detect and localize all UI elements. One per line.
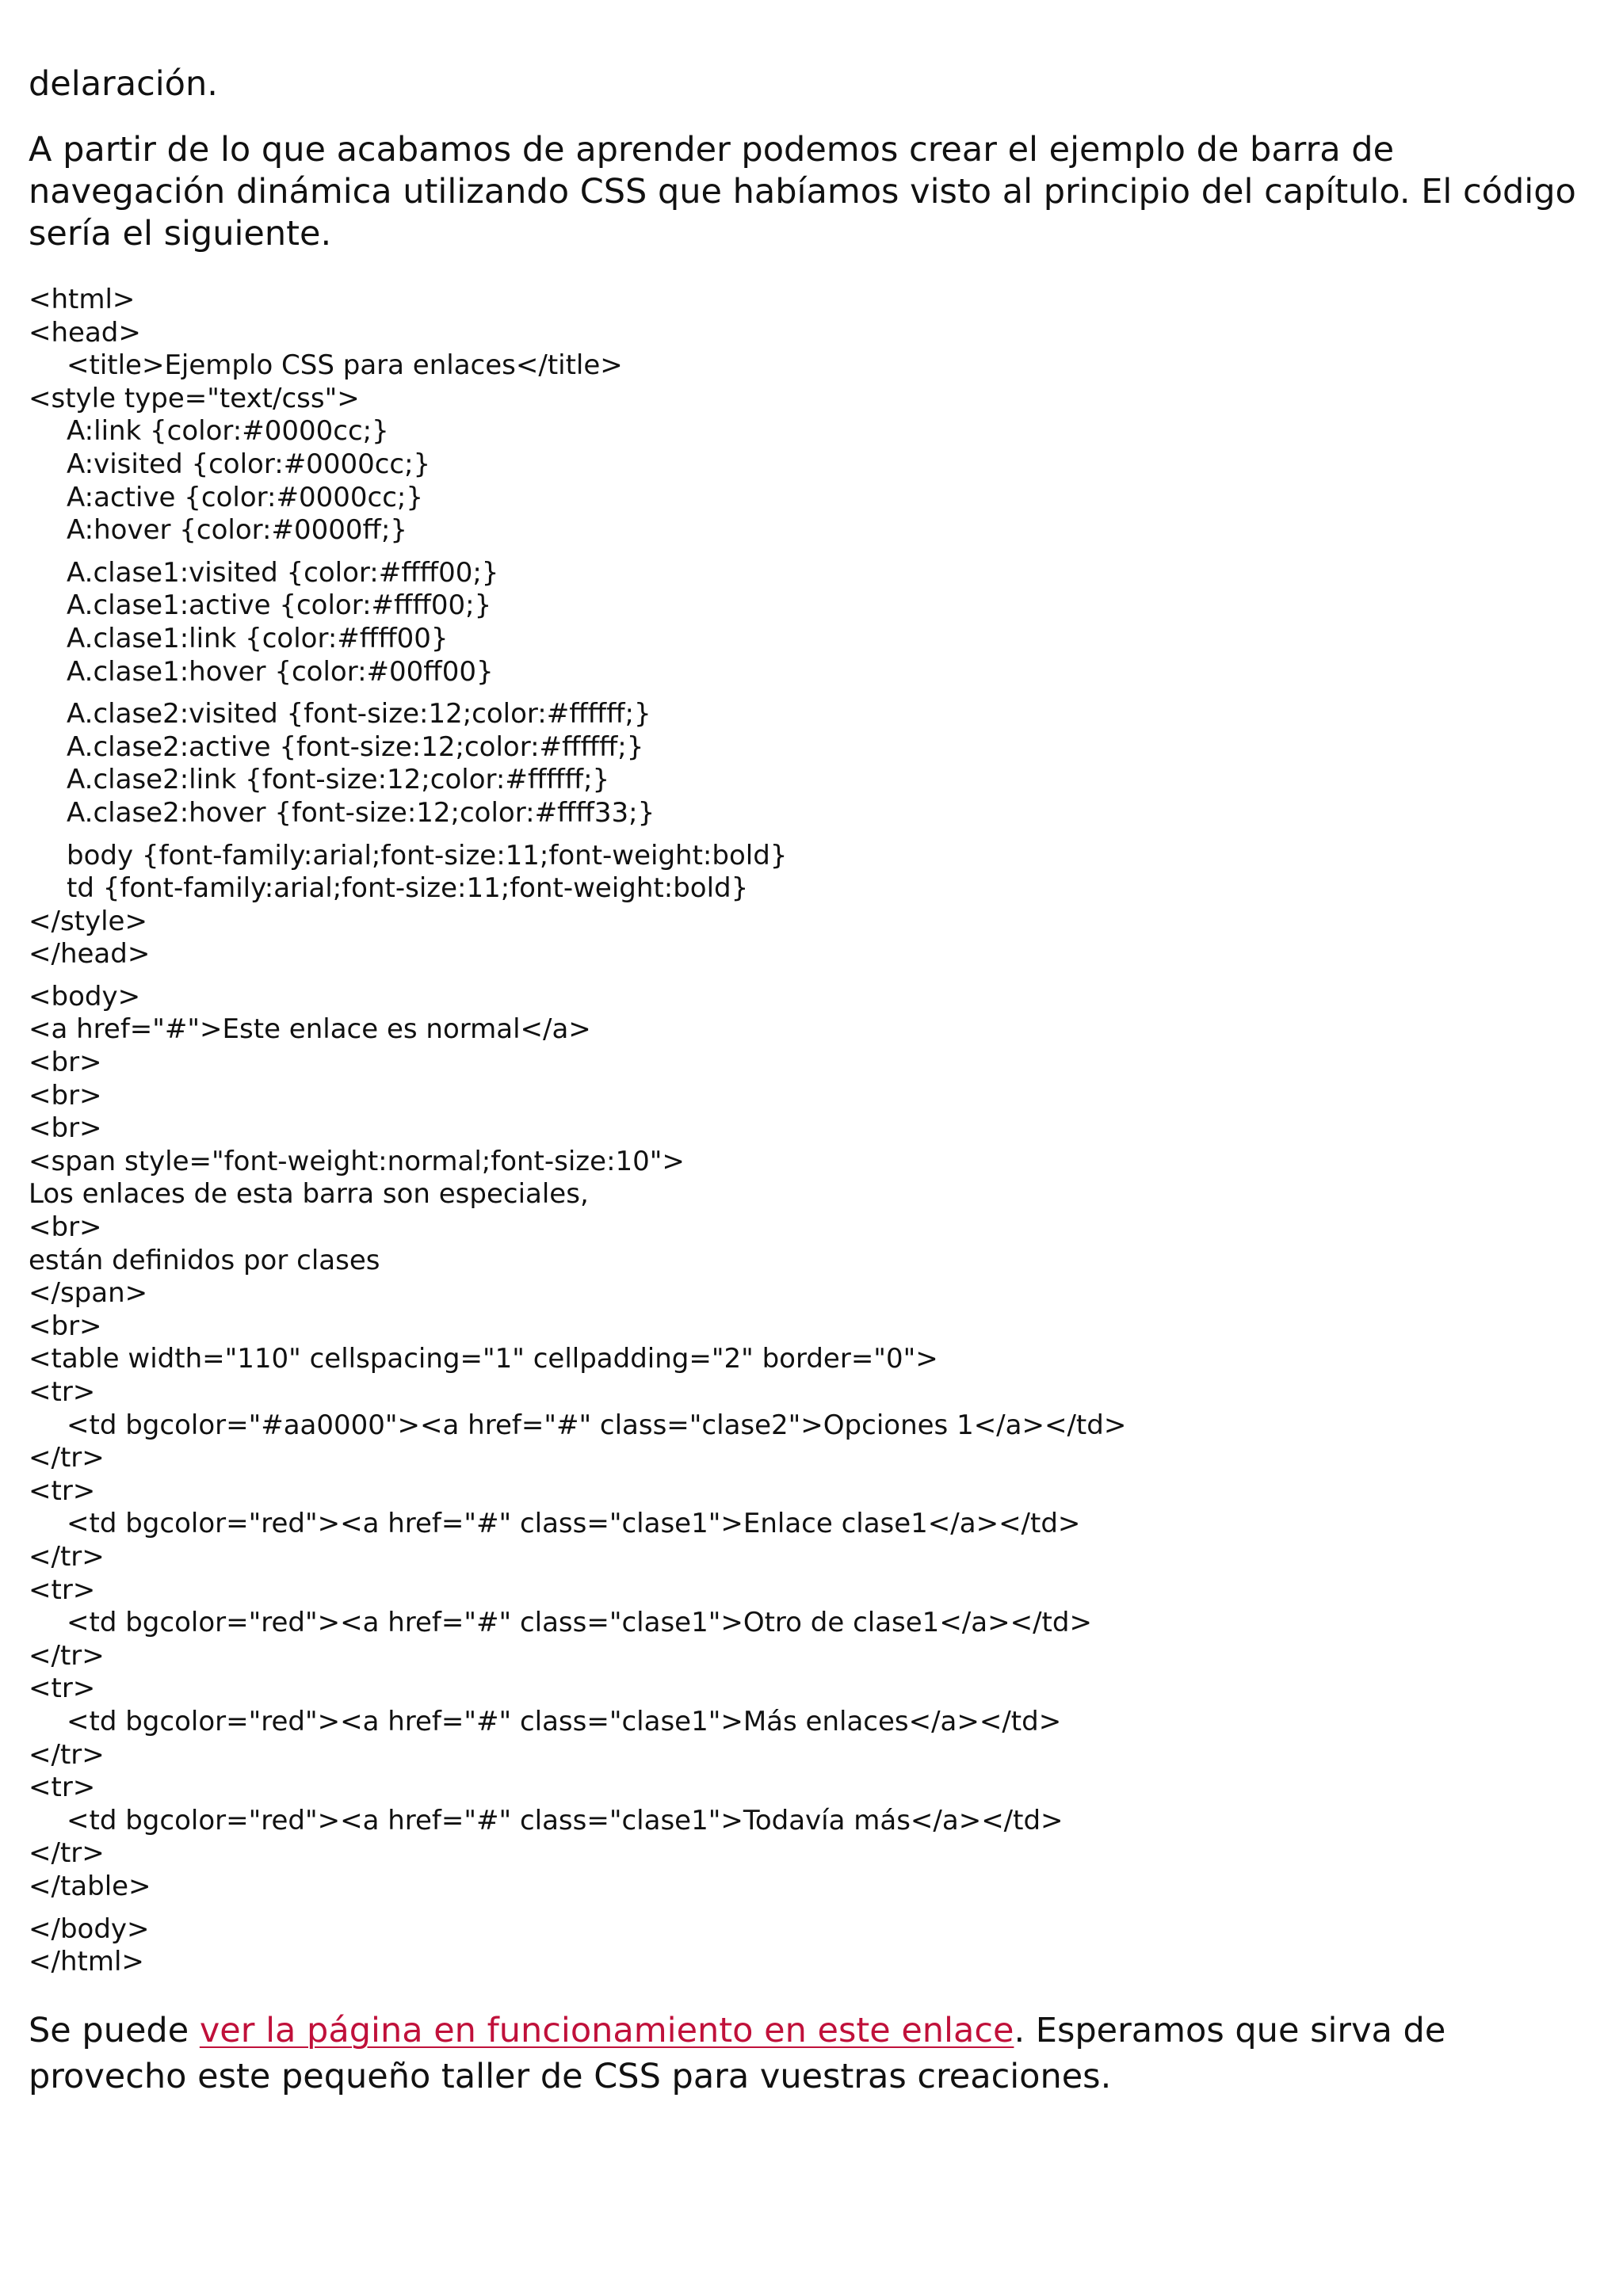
code-line: <br> [29,1310,102,1342]
code-line: A:hover {color:#0000ff;} [67,514,408,547]
code-line: <table width="110" cellspacing="1" cellpadding="2" border="0"> [29,1343,938,1375]
code-line: </tr> [29,1837,105,1870]
code-line: A.clase1:active {color:#ffff00;} [67,589,492,622]
code-line: <head> [29,316,141,349]
code-line: <br> [29,1079,102,1112]
code-line: <a href="#">Este enlace es normal</a> [29,1013,591,1046]
code-line: <tr> [29,1772,96,1804]
code-line: </tr> [29,1639,105,1672]
code-line: A.clase1:visited {color:#ffff00;} [67,556,499,589]
code-group-head [29,284,1594,547]
code-group-clase2 [29,698,1594,830]
code-group-end [29,1913,1594,1979]
code-line: <br> [29,1047,102,1079]
code-group-body [29,981,1594,1904]
code-line: <tr> [29,1573,96,1606]
code-line: <br> [29,1112,102,1145]
code-line: <td bgcolor="red"><a href="#" class="clase1">Todavía más</a></td> [67,1804,1064,1836]
outro-text-before: Se puede [29,2010,200,2050]
code-line: <html> [29,284,136,315]
code-line: <td bgcolor="red"><a href="#" class="clase1">Más enlaces</a></td> [67,1705,1062,1737]
code-line: A.clase2:visited {font-size:12;color:#ffffff;} [67,698,651,730]
code-line: A:active {color:#0000cc;} [67,481,423,513]
code-line: </style> [29,905,147,937]
code-line: A.clase2:active {font-size:12;color:#ffffff;} [67,730,644,763]
code-line: </tr> [29,1738,105,1771]
code-line: <td bgcolor="red"><a href="#" class="clase1">Enlace clase1</a></td> [67,1508,1081,1540]
code-line: </span> [29,1277,148,1310]
code-line: </html> [29,1946,144,1978]
code-line: <td bgcolor="red"><a href="#" class="clase1">Otro de clase1</a></td> [67,1607,1092,1639]
code-line: A:visited {color:#0000cc;} [67,448,431,480]
code-line: <tr> [29,1376,96,1408]
code-line: <tr> [29,1672,96,1705]
code-line: body {font-family:arial;font-size:11;font-weight:bold} [67,839,788,871]
code-line: están definidos por clases [29,1244,380,1276]
code-group-styles-end [29,840,1594,971]
code-line: <style type="text/css"> [29,382,360,414]
code-line: </tr> [29,1442,105,1474]
paragraph-intro: A partir de lo que acabamos de aprender podemos crear el ejemplo de barra de navegación dinámica utilizando CSS que habíamos visto al principio del capítulo. El código sería el siguiente. [29,130,1576,254]
document-page [29,63,1594,2100]
code-line: </table> [29,1870,151,1902]
paragraph-continuation: delaración. [29,64,218,104]
code-group-clase1 [29,557,1594,688]
paragraph-outro [29,2008,1594,2100]
code-line: </head> [29,938,151,971]
code-line: A.clase1:link {color:#ffff00} [67,622,449,654]
code-line: A.clase2:hover {font-size:12;color:#ffff33;} [67,796,655,829]
code-listing [29,284,1594,1979]
code-line: A.clase1:hover {color:#00ff00} [67,655,494,688]
code-line: <title>Ejemplo CSS para enlaces</title> [67,349,623,382]
outro-text-after: . Esperamos que sirva de provecho este pequeño taller de CSS para vuestras creaciones. [29,2010,1446,2096]
code-line: <tr> [29,1474,96,1507]
code-line: Los enlaces de esta barra son especiales, [29,1178,589,1211]
code-line: A.clase2:link {font-size:12;color:#ffffff;} [67,764,610,796]
code-line: <span style="font-weight:normal;font-size:10"> [29,1145,685,1177]
code-line: <br> [29,1211,102,1244]
demo-page-link[interactable]: ver la página en funcionamiento en este enlace [199,2010,1014,2050]
code-line: <td bgcolor="#aa0000"><a href="#" class="clase2">Opciones 1</a></td> [67,1409,1127,1441]
code-line: </body> [29,1913,150,1945]
code-line: A:link {color:#0000cc;} [67,415,389,448]
code-line: td {font-family:arial;font-size:11;font-weight:bold} [67,872,749,905]
code-line: </tr> [29,1540,105,1573]
code-line: <body> [29,980,141,1013]
